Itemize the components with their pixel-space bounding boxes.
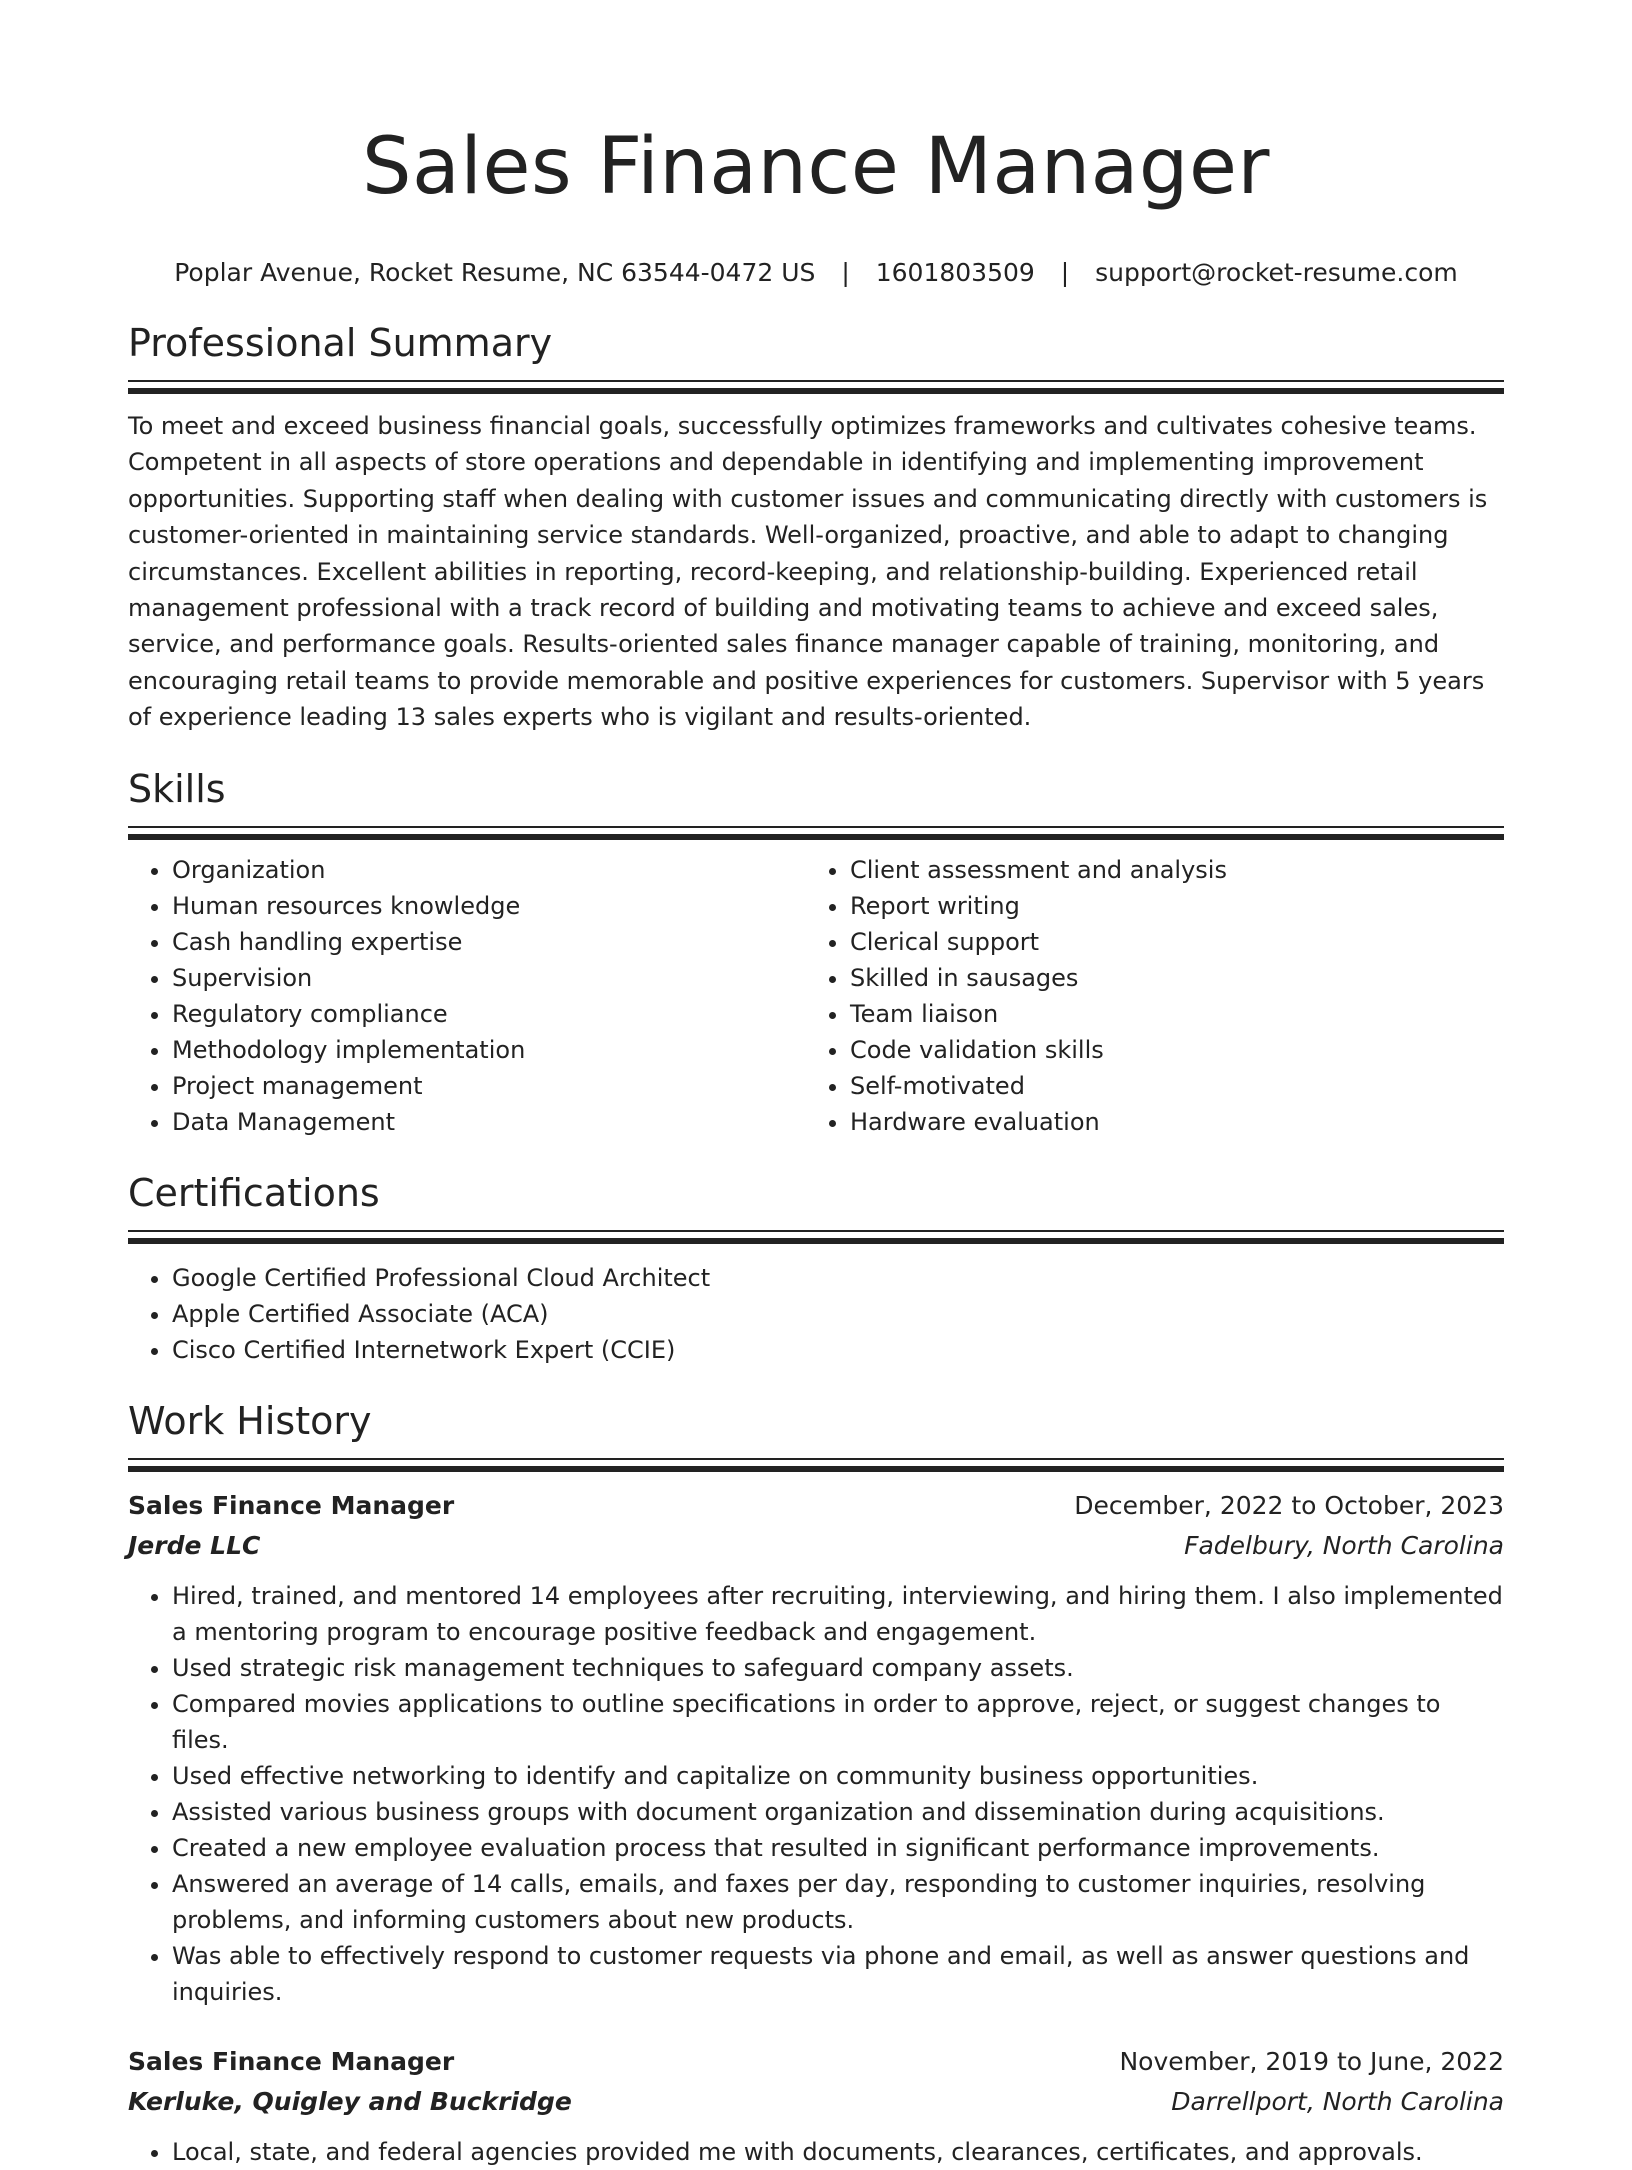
job-bullet: • Assisted various business groups with document organization and dissemination during acquisitions. xyxy=(172,1794,1504,1830)
skill-item: • Project management xyxy=(172,1068,806,1104)
section-divider xyxy=(128,1230,1504,1244)
skill-item: • Skilled in sausages xyxy=(850,960,1484,996)
certifications-heading: Certifications xyxy=(128,1170,380,1215)
skills-section xyxy=(128,765,1504,1140)
skill-item: • Clerical support xyxy=(850,924,1484,960)
job-bullet: • Was able to effectively respond to customer requests via phone and email, as well as answer questions and inquiries. xyxy=(172,1938,1504,2010)
summary-heading: Professional Summary xyxy=(128,321,553,365)
job-entry xyxy=(128,2042,1504,2170)
skill-item: • Cash handling expertise xyxy=(172,924,806,960)
contact-separator: | xyxy=(1060,258,1070,287)
skill-item: • Hardware evaluation xyxy=(850,1104,1484,1140)
contact-email: support@rocket-resume.com xyxy=(1095,258,1458,287)
job-bullet: • Answered an average of 14 calls, emails, and faxes per day, responding to customer inquiries, resolving problems, and informing customers about new products. xyxy=(172,1866,1504,1938)
section-divider xyxy=(128,380,1504,394)
work-history-heading: Work History xyxy=(128,1398,372,1443)
job-company: Jerde LLC xyxy=(128,1530,261,1560)
resume-page xyxy=(128,0,1504,2170)
skill-item: • Data Management xyxy=(172,1104,806,1140)
certification-item: • Google Certified Professional Cloud Architect xyxy=(172,1260,1504,1296)
job-title: Sales Finance Manager xyxy=(128,1490,455,1520)
job-bullets xyxy=(128,1578,1504,2010)
job-bullet: • Hired, trained, and mentored 14 employees after recruiting, interviewing, and hiring them. I also implemented a mentoring program to encourage positive feedback and engagement. xyxy=(172,1578,1504,1650)
certification-item: • Cisco Certified Internetwork Expert (CCIE) xyxy=(172,1332,1504,1368)
skill-item: • Report writing xyxy=(850,888,1484,924)
job-dates: November, 2019 to June, 2022 xyxy=(1119,2046,1504,2076)
contact-phone: 1601803509 xyxy=(875,258,1035,287)
skill-item: • Client assessment and analysis xyxy=(850,852,1484,888)
skill-item: • Self-motivated xyxy=(850,1068,1484,1104)
contact-line xyxy=(128,256,1504,290)
job-header xyxy=(128,2042,1504,2082)
skills-grid xyxy=(128,852,1504,1140)
job-bullet: • Used strategic risk management techniques to safeguard company assets. xyxy=(172,1650,1504,1686)
summary-text: To meet and exceed business financial goals, successfully optimizes frameworks and cultivates cohesive teams. Competent in all aspects of store operations and dependable in identifying and implementing improvement opportunities. Supporting staff when dealing with customer issues and communicating directly with customers is customer-oriented in maintaining service standards. Well-organized, proactive, and able to adapt to changing circumstances. Excellent abilities in reporting, record-keeping, and relationship-building. Experienced retail management professional with a track record of building and motivating teams to achieve and exceed sales, service, and performance goals. Results-oriented sales finance manager capable of training, monitoring, and encouraging retail teams to provide memorable and positive experiences for customers. Supervisor with 5 years of experience leading 13 sales experts who is vigilant and results-oriented. xyxy=(128,412,1488,732)
job-bullet: • Compared movies applications to outline specifications in order to approve, reject, or suggest changes to files. xyxy=(172,1686,1504,1758)
skill-item: • Team liaison xyxy=(850,996,1484,1032)
job-location: Fadelbury, North Carolina xyxy=(1184,1530,1504,1560)
skill-item: • Organization xyxy=(172,852,806,888)
skill-item: • Supervision xyxy=(172,960,806,996)
section-divider xyxy=(128,826,1504,840)
skill-item: • Code validation skills xyxy=(850,1032,1484,1068)
section-divider xyxy=(128,1458,1504,1472)
skills-column-right xyxy=(806,852,1484,1140)
skills-heading: Skills xyxy=(128,766,226,811)
certifications-section xyxy=(128,1169,1504,1368)
job-dates: December, 2022 to October, 2023 xyxy=(1074,1490,1504,1520)
job-company: Kerluke, Quigley and Buckridge xyxy=(128,2086,572,2116)
job-location: Darrellport, North Carolina xyxy=(1171,2086,1504,2116)
job-title: Sales Finance Manager xyxy=(128,2046,455,2076)
resume-name: Sales Finance Manager xyxy=(362,122,1270,212)
job-entry xyxy=(128,1486,1504,2010)
job-bullet: • Local, state, and federal agencies provided me with documents, clearances, certificates, and approvals. xyxy=(172,2134,1504,2170)
contact-separator: | xyxy=(841,258,850,287)
skill-item: • Human resources knowledge xyxy=(172,888,806,924)
skills-column-left xyxy=(128,852,806,1140)
certifications-list xyxy=(128,1260,1504,1368)
job-bullets xyxy=(128,2134,1504,2170)
summary-section xyxy=(128,319,1504,736)
job-subheader xyxy=(128,2082,1504,2122)
job-bullet: • Created a new employee evaluation process that resulted in significant performance improvements. xyxy=(172,1830,1504,1866)
certification-item: • Apple Certified Associate (ACA) xyxy=(172,1296,1504,1332)
skill-item: • Regulatory compliance xyxy=(172,996,806,1032)
job-header xyxy=(128,1486,1504,1526)
work-history-section xyxy=(128,1397,1504,2170)
job-bullet: • Used effective networking to identify and capitalize on community business opportunities. xyxy=(172,1758,1504,1794)
skill-item: • Methodology implementation xyxy=(172,1032,806,1068)
job-subheader xyxy=(128,1526,1504,1566)
contact-address: Poplar Avenue, Rocket Resume, NC 63544-0472 US xyxy=(174,258,816,287)
